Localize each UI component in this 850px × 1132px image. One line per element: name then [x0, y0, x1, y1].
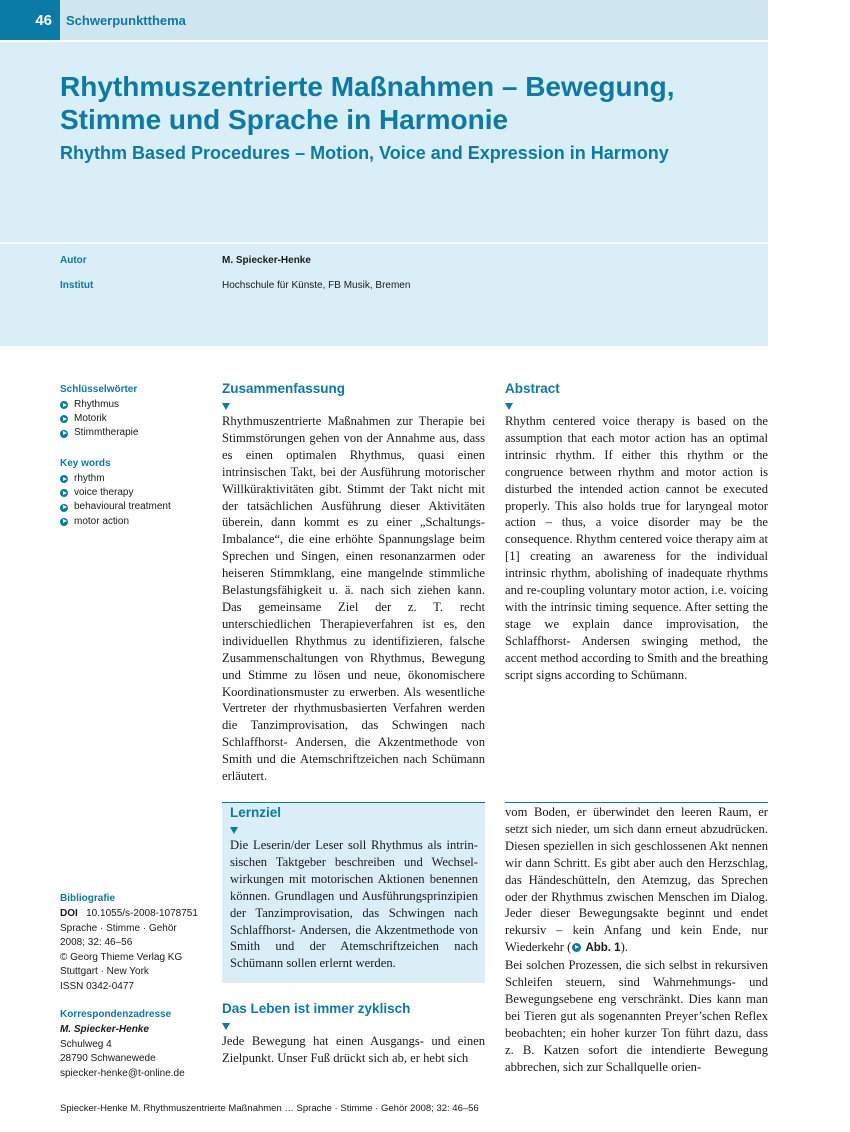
page-number: 46	[0, 0, 60, 40]
doi-line: DOI 10.1055/s-2008-1078751	[60, 908, 198, 919]
column-rule	[505, 802, 768, 803]
doi-link[interactable]: 10.1055/s-2008-1078751	[86, 908, 198, 919]
bibliography-block: DOI 10.1055/s-2008-1078751 Sprache · Stimme · Gehör 2008; 32: 46–56 © Georg Thieme Verlag KG Stuttgart · New York ISSN 0342-0477	[60, 907, 210, 994]
paragraph: vom Boden, er überwindet den leeren Raum, er setzt sich nieder, um sich dann erneut abzudrücken. Diesen speziellen in sich geschlossenen Akt nennen wir dann Schritt. Es gibt aber auch den Herzschlag, das Händeschütteln, den Atemzug, das Sprechen oder der Rhythmus zwischen Menschen im Dialog. Jeder dieser Bewegungsakte beginnt und endet rekursiv – kein Anfang und kein Ende, nur Wiederkehr ( Abb. 1).	[505, 805, 768, 955]
author-name: M. Spiecker-Henke	[222, 255, 311, 266]
corr-email-link[interactable]: spiecker-henke@t-online.de	[60, 1067, 185, 1079]
keyword-item: behavioural treatment	[60, 500, 171, 514]
keyword-item: motor action	[60, 515, 171, 529]
corr-name: M. Spiecker-Henke	[60, 1024, 149, 1035]
keyword-item: Motorik	[60, 412, 138, 426]
keywords-de-list	[60, 398, 138, 441]
right-column-text	[505, 804, 768, 1076]
abstract-text: Rhythm centered voice therapy is based on the assumption that each motor action has an optimal intrinsic rhythm. If either this rhythm or the congruence between rhythm and motor action is disturbed the intended action cannot be executed properly. This also holds true for laryngeal motor action – thus, a voice disorder may be the consequence. Rhythm centered voice therapy aim at [1] creating an awareness for the individual intrinsic rhythm, abolishing of inadequate rhythms and re-coupling voluntary motor action, i.e. voicing with the intrinsic timing sequence. After setting the stage we explain dance improvisation, the Schlaffhorst- Andersen swinging method, the accent method according to Smith and the breathing script signs according to Schümann.	[505, 414, 768, 682]
article-title-english: Rhythm Based Procedures – Motion, Voice and Expression in Harmony	[60, 143, 669, 163]
figure-ref-arrow-icon	[572, 943, 581, 952]
triangle-down-icon	[222, 403, 230, 410]
keyword-item: voice therapy	[60, 486, 171, 500]
section-leben-text: Jede Bewegung hat einen Ausgangs- und einen Zielpunkt. Unser Fuß drückt sich ab, er hebt sich	[222, 1034, 485, 1065]
figure-ref-link[interactable]: Abb. 1	[585, 942, 621, 955]
institute-label: Institut	[60, 280, 94, 291]
correspondence-heading: Korrespondenzadresse	[60, 1009, 172, 1020]
institute-name: Hochschule für Künste, FB Musik, Bremen	[222, 280, 411, 291]
keyword-item: Rhythmus	[60, 398, 138, 412]
lernziel-heading: Lernziel	[230, 805, 282, 820]
keyword-item: rhythm	[60, 472, 171, 486]
author-label: Autor	[60, 255, 87, 266]
bibliography-heading: Bibliografie	[60, 893, 116, 904]
keyword-item: Stimmtherapie	[60, 426, 138, 440]
bullet-arrow-icon	[60, 401, 68, 409]
keywords-en-heading: Key words	[60, 458, 111, 469]
keywords-en-list	[60, 472, 171, 529]
correspondence-block: M. Spiecker-Henke Schulweg 4 28790 Schwanewede spiecker-henke@t-online.de	[60, 1023, 210, 1081]
article-title: Rhythmuszentrierte Maßnahmen – Bewegung, Stimme und Sprache in Harmonie	[60, 71, 675, 135]
triangle-down-icon	[222, 1023, 230, 1030]
zusammenfassung-text: Rhythmuszentrierte Maßnahmen zur Therapie bei Stimmstörungen gehen von der Annahme aus, dass es einen optimalen Rhythmus, quasi einen intrinsischen Takt, bei der Ausführung motorischer Willküraktivitäten gibt. Stimmt der Takt nicht mit der tatsächlichen Ausführung dieser Aktivitäten überein, dann kommt es zu einer „Schaltungs-Imbalance“, die eine erhöhte Spannungslage beim Sprechen und Singen, einen resonanzarmen oder heiseren Stimmklang, eine mangelnde stimmliche Belastungsfähigkeit u. ä. nach sich ziehen kann. Das gemeinsame Ziel der z. T. recht unterschiedlichen Therapieverfahren ist es, den individuellen Rhythmus zu identifizieren, falsche Zusammenschaltungen von Rhythmus, Bewegung und Stimme zu lösen und neue, ökonomischere Koordinationsmuster zu erwerben. Als wesentliche Vertreter der rhythmusbasierten Verfahren werden die Tanzimprovisation, das Schwingen nach Schlaffhorst- Andersen, die Akzentmethode von Smith und die Atemschriftzeichen nach Schümann erläutert.	[222, 414, 485, 784]
footer-citation: Spiecker-Henke M. Rhythmuszentrierte Maßnahmen … Sprache · Stimme · Gehör 2008; 32: 46–56	[60, 1103, 479, 1114]
keywords-de-heading: Schlüsselwörter	[60, 384, 138, 395]
bullet-arrow-icon	[60, 518, 68, 526]
lernziel-text: Die Leserin/der Leser soll Rhythmus als intrinsischen Taktgeber beschreiben und Wechselwirkungen mit motorischen Aktionen benennen können. Grundlagen und Ausführungsprinzipien der Tanzimprovisation, das Schwingen nach Schlaffhorst- Andersen, die Akzentmethode von Smith und der Atemschriftzeichen nach Schümann sollen erlernt werden.	[230, 838, 478, 971]
triangle-down-icon	[230, 827, 238, 834]
abstract-heading: Abstract	[505, 381, 560, 396]
meta-block	[0, 244, 768, 346]
bullet-arrow-icon	[60, 475, 68, 483]
bullet-arrow-icon	[60, 489, 68, 497]
bullet-arrow-icon	[60, 504, 68, 512]
zusammenfassung-heading: Zusammenfassung	[222, 381, 346, 396]
bullet-arrow-icon	[60, 415, 68, 423]
triangle-down-icon	[505, 403, 513, 410]
section-leben-heading: Das Leben ist immer zyklisch	[222, 1001, 411, 1016]
paragraph: Bei solchen Prozessen, die sich selbst in rekursiven Schleifen steuern, sind Wahrnehmungs- und Bewegungsebene eng verschränkt. Dies kann man bei Tieren gut als sogenannten Preyer’schen Reflex beobachten; ein hoher kurzer Ton führt dazu, dass z. B. Katzen sofort die intendierte Bewegung abbrechen, sich zur Schallquelle orien-	[505, 958, 768, 1074]
bullet-arrow-icon	[60, 430, 68, 438]
section-label: Schwerpunktthema	[60, 0, 768, 40]
